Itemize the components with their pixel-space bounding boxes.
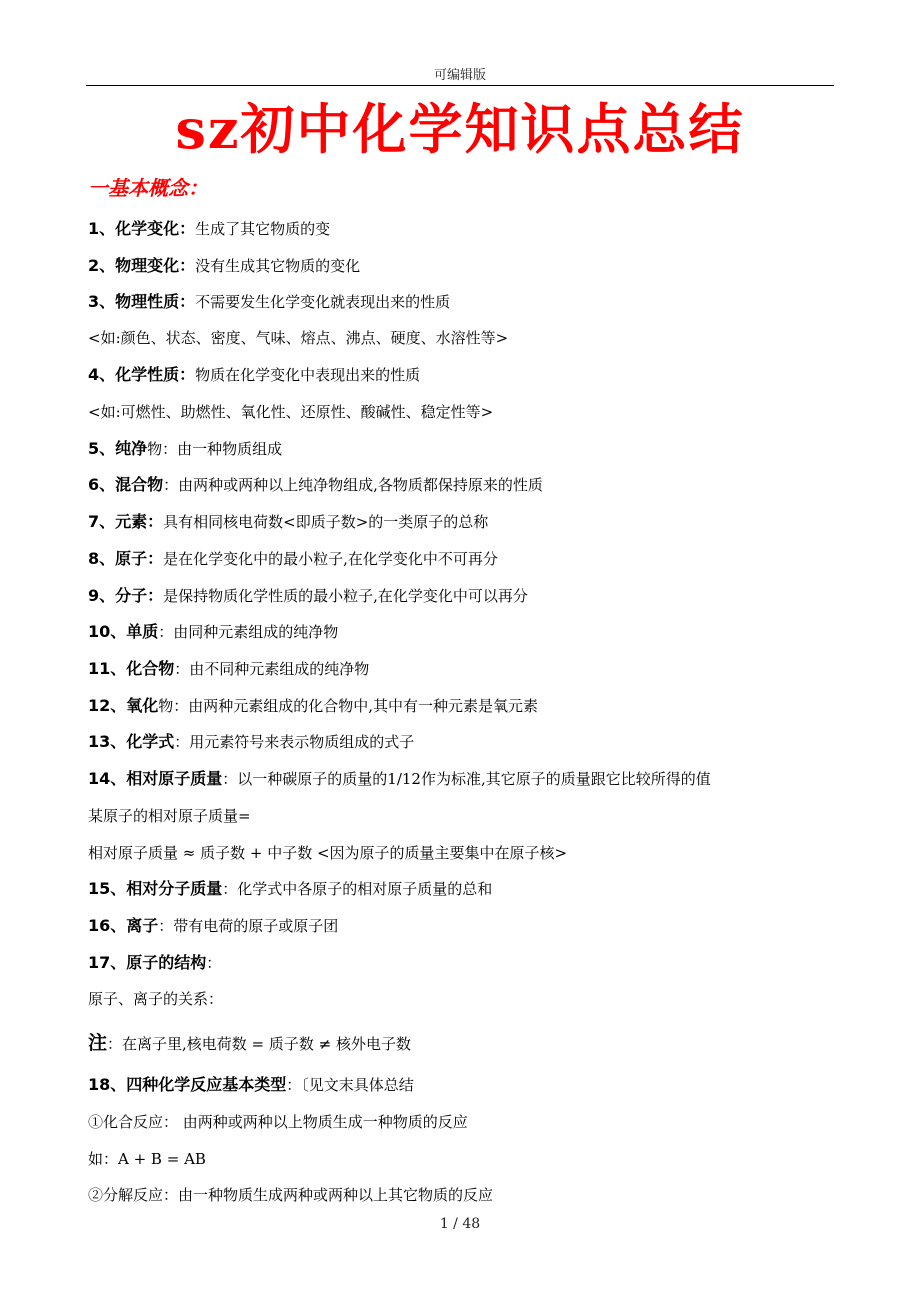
item-text: ②分解反应：由一种物质生成两种或两种以上其它物质的反应 bbox=[88, 1186, 494, 1204]
item-18-combination bbox=[88, 1111, 468, 1133]
item-2 bbox=[88, 255, 360, 277]
item-label: 1、化学变化： bbox=[88, 219, 196, 238]
item-text: 是在化学变化中的最小粒子,在化学变化中不可再分 bbox=[163, 550, 498, 568]
item-8 bbox=[88, 548, 498, 570]
item-label: 13、化学式 bbox=[88, 732, 175, 751]
note-line bbox=[88, 1032, 411, 1055]
item-text: ：带有电荷的原子或原子团 bbox=[158, 917, 339, 935]
item-11 bbox=[88, 658, 369, 680]
item-label: 9、分子： bbox=[88, 586, 164, 605]
item-label: 16、离子 bbox=[88, 916, 159, 935]
item-label: 11、化合物 bbox=[88, 659, 175, 678]
item-14-formula bbox=[88, 805, 251, 827]
item-1 bbox=[88, 218, 330, 240]
item-text: 相对原子质量 ≈ 质子数 + 中子数 <因为原子的质量主要集中在原子核> bbox=[88, 844, 568, 862]
item-text: <如:颜色、状态、密度、气味、熔点、沸点、硬度、水溶性等> bbox=[88, 329, 509, 347]
item-5 bbox=[88, 438, 282, 460]
item-text: 物质在化学变化中表现出来的性质 bbox=[195, 366, 421, 384]
item-3 bbox=[88, 291, 450, 313]
item-text: ：在离子里,核电荷数 = 质子数 ≠ 核外电子数 bbox=[107, 1035, 411, 1053]
item-text: ：以一种碳原子的质量的1/12作为标准,其它原子的质量跟它比较所得的值 bbox=[222, 770, 711, 788]
item-label: 7、元素： bbox=[88, 512, 164, 531]
item-4-examples bbox=[88, 401, 493, 423]
item-label: 2、物理变化： bbox=[88, 256, 196, 275]
item-text: 是保持物质化学性质的最小粒子,在化学变化中可以再分 bbox=[163, 587, 528, 605]
item-text: ：由不同种元素组成的纯净物 bbox=[174, 660, 370, 678]
item-10 bbox=[88, 621, 338, 643]
item-text: ： bbox=[206, 954, 222, 972]
item-label: 10、单质 bbox=[88, 622, 159, 641]
item-label: 14、相对原子质量 bbox=[88, 769, 223, 788]
item-7 bbox=[88, 511, 488, 533]
item-text: 某原子的相对原子质量= bbox=[88, 807, 251, 825]
item-16 bbox=[88, 915, 338, 937]
item-17 bbox=[88, 952, 221, 974]
item-text: 没有生成其它物质的变化 bbox=[195, 257, 361, 275]
item-12 bbox=[88, 695, 538, 717]
item-text: 如：A + B = AB bbox=[88, 1150, 206, 1168]
note-label: 注 bbox=[88, 1032, 108, 1054]
header-rule bbox=[86, 85, 834, 86]
item-text: ①化合反应： 由两种或两种以上物质生成一种物质的反应 bbox=[88, 1113, 468, 1131]
item-18-example bbox=[88, 1148, 206, 1170]
item-text: ：由两种或两种以上纯净物组成,各物质都保持原来的性质 bbox=[163, 476, 543, 494]
item-text: ：化学式中各原子的相对原子质量的总和 bbox=[222, 880, 493, 898]
item-label: 4、化学性质： bbox=[88, 365, 196, 384]
item-13 bbox=[88, 731, 414, 753]
item-9 bbox=[88, 585, 528, 607]
item-14 bbox=[88, 768, 711, 790]
item-text: 生成了其它物质的变 bbox=[195, 220, 331, 238]
item-label: 3、物理性质： bbox=[88, 292, 196, 311]
item-text: 物：由一种物质组成 bbox=[147, 440, 283, 458]
item-18 bbox=[88, 1074, 414, 1096]
item-label: 5、纯净 bbox=[88, 439, 148, 458]
item-label: 18、四种化学反应基本类型 bbox=[88, 1075, 287, 1094]
item-label: 8、原子： bbox=[88, 549, 164, 568]
item-4 bbox=[88, 364, 420, 386]
item-label: 17、原子的结构 bbox=[88, 953, 207, 972]
item-text: ：由同种元素组成的纯净物 bbox=[158, 623, 339, 641]
page-number: 1 / 48 bbox=[439, 1216, 481, 1232]
document-title: sz初中化学知识点总结 bbox=[175, 97, 745, 161]
item-text: 具有相同核电荷数<即质子数>的一类原子的总称 bbox=[163, 513, 489, 531]
section-heading: 一基本概念： bbox=[88, 176, 208, 200]
item-17-relation bbox=[88, 988, 223, 1010]
item-label: 15、相对分子质量 bbox=[88, 879, 223, 898]
item-text: <如:可燃性、助燃性、氧化性、还原性、酸碱性、稳定性等> bbox=[88, 403, 494, 421]
item-label: 6、混合物 bbox=[88, 475, 164, 494]
page-header: 可编辑版 bbox=[433, 68, 486, 83]
item-3-examples bbox=[88, 327, 508, 349]
item-15 bbox=[88, 878, 492, 900]
item-18-decomposition bbox=[88, 1184, 493, 1206]
item-text: ：用元素符号来表示物质组成的式子 bbox=[174, 733, 415, 751]
item-14-approx bbox=[88, 842, 567, 864]
item-text: ：〔见文末具体总结 bbox=[286, 1076, 414, 1094]
item-6 bbox=[88, 474, 543, 496]
item-text: 不需要发生化学变化就表现出来的性质 bbox=[195, 293, 451, 311]
item-text: 物：由两种元素组成的化合物中,其中有一种元素是氧元素 bbox=[158, 697, 539, 715]
item-text: 原子、离子的关系： bbox=[88, 990, 224, 1008]
item-label: 12、氧化 bbox=[88, 696, 159, 715]
